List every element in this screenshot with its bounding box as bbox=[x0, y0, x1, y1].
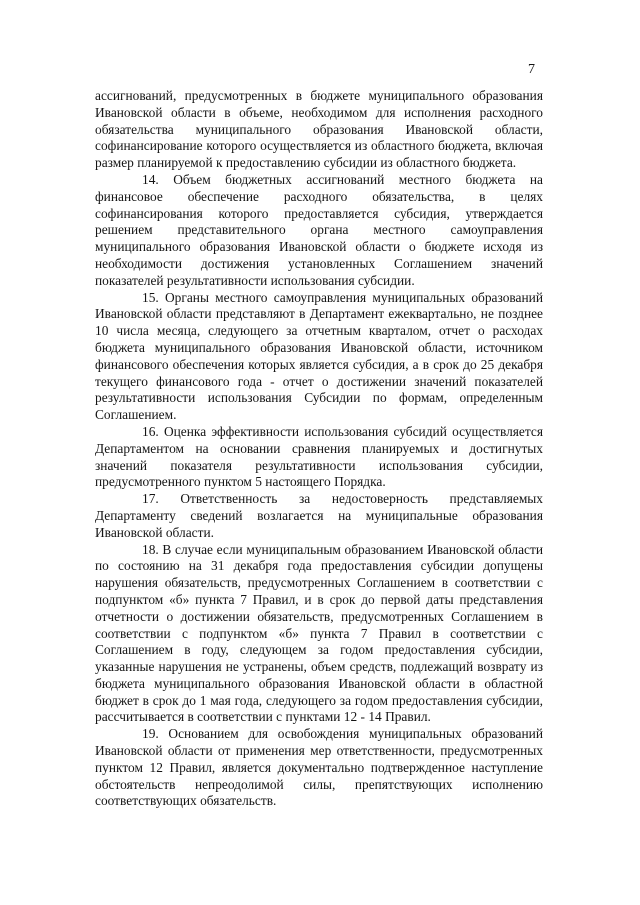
paragraph-item-16: 16. Оценка эффективности использования субсидий осуществляется Департаментом на основании сравнения планируемых и достигнутых значений показателя результативности использования субсидии, предусмотренного пунктом 5 настоящего Порядка. bbox=[95, 423, 543, 490]
document-body bbox=[95, 88, 543, 810]
paragraph-continuation: ассигнований, предусмотренных в бюджете муниципального образования Ивановской области в объеме, необходимом для исполнения расходного обязательства муниципального образования Ивановской области, софинансирование которого осуществляется из областного бюджета, включая размер планируемой к предоставлению субсидии из областного бюджета. bbox=[95, 88, 543, 171]
paragraph-item-17: 17. Ответственность за недостоверность представляемых Департаменту сведений возлагается на муниципальные образования Ивановской области. bbox=[95, 491, 543, 540]
page-number: 7 bbox=[528, 62, 535, 77]
paragraph-item-19: 19. Основанием для освобождения муниципальных образований Ивановской области от применения мер ответственности, предусмотренных пунктом 12 Правил, является документально подтвержденное наступление обстоятельств непреодолимой силы, препятствующих исполнению соответствующих обязательств. bbox=[95, 726, 543, 809]
paragraph-item-14: 14. Объем бюджетных ассигнований местного бюджета на финансовое обеспечение расходного обязательства, в целях софинансирования которого предоставляется субсидия, утверждается решением представительного органа местного самоуправления муниципального образования Ивановской области о бюджете исходя из необходимости достижения установленных Соглашением значений показателей результативности использования субсидии. bbox=[95, 171, 543, 288]
paragraph-item-15: 15. Органы местного самоуправления муниципальных образований Ивановской области представляют в Департамент ежеквартально, не позднее 10 числа месяца, следующего за отчетным кварталом, отчет о расходах бюджета муниципального образования Ивановской области, источником финансового обеспечения которых является субсидия, а в срок до 25 декабря текущего финансового года - отчет о достижении значений показателей результативности использования Субсидии по формам, определенным Соглашением. bbox=[95, 289, 543, 423]
paragraph-item-18: 18. В случае если муниципальным образованием Ивановской области по состоянию на 31 декабря года предоставления субсидии допущены нарушения обязательств, предусмотренных Соглашением в соответствии с подпунктом «б» пункта 7 Правил, и в срок до первой даты представления отчетности о достижении обязательств, предусмотренных Соглашением в соответствии с подпунктом «б» пункта 7 Правил в соответствии с Соглашением в году, следующем за годом предоставления субсидии, указанные нарушения не устранены, объем средств, подлежащий возврату из бюджета муниципального образования Ивановской области в областной бюджет в срок до 1 мая года, следующего за годом предоставления субсидии, рассчитывается в соответствии с пунктами 12 - 14 Правил. bbox=[95, 541, 543, 725]
